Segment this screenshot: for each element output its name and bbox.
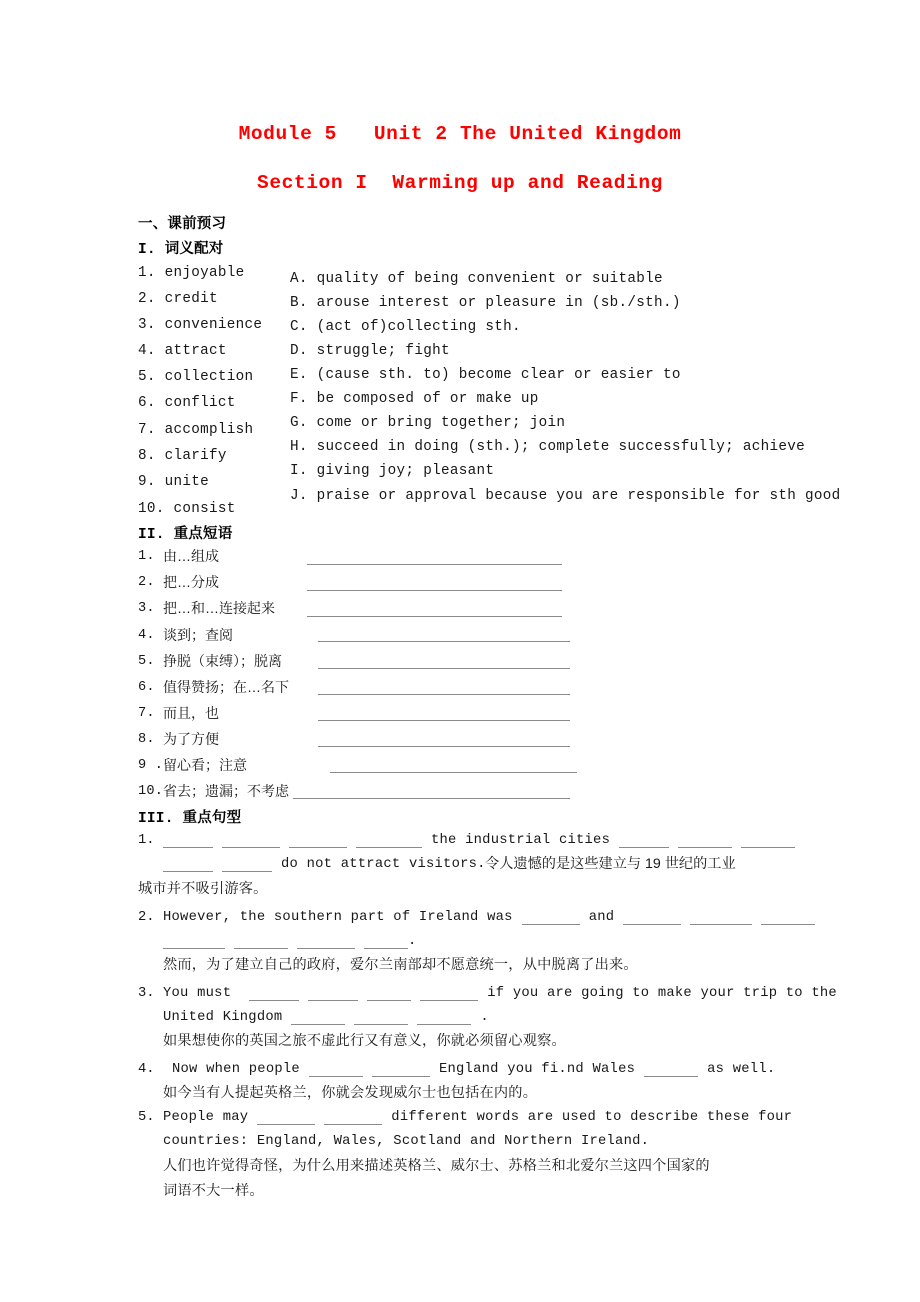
- definition-list-item: B. arouse interest or pleasure in (sb./sth.): [290, 295, 681, 311]
- word-list-item: 4. attract: [138, 343, 227, 359]
- sentence-text: different words are used to describe these four: [391, 1110, 793, 1126]
- answer-blank[interactable]: [308, 987, 358, 1001]
- phrase-chinese: 留心看；注意: [163, 757, 247, 773]
- sentence-line: [163, 987, 837, 1001]
- answer-blank[interactable]: [318, 694, 570, 695]
- answer-blank[interactable]: [741, 834, 795, 848]
- sentence-text: as well.: [707, 1062, 776, 1078]
- page-title-line-2: Section I Warming up and Reading: [257, 172, 663, 194]
- phrase-chinese: 省去；遗漏；不考虑: [163, 783, 289, 799]
- definition-list-item: C. (act of)collecting sth.: [290, 319, 521, 335]
- word-list-item: 10. consist: [138, 501, 236, 517]
- answer-blank[interactable]: [163, 834, 213, 848]
- answer-blank[interactable]: [644, 1063, 698, 1077]
- answer-blank[interactable]: [356, 834, 422, 848]
- answer-blank[interactable]: [222, 858, 272, 872]
- answer-blank[interactable]: [324, 1111, 382, 1125]
- section-1-heading: I. 词义配对: [138, 242, 224, 258]
- definition-list-item: A. quality of being convenient or suitable: [290, 271, 663, 287]
- answer-blank[interactable]: [318, 720, 570, 721]
- answer-blank[interactable]: [289, 834, 347, 848]
- answer-blank[interactable]: [307, 590, 562, 591]
- phrase-chinese: 把…分成: [163, 574, 219, 590]
- answer-blank[interactable]: [318, 668, 570, 669]
- answer-blank[interactable]: [249, 987, 299, 1001]
- answer-blank[interactable]: [678, 834, 732, 848]
- answer-blank[interactable]: [354, 1011, 408, 1025]
- word-list-item: 5. collection: [138, 369, 254, 385]
- phrase-number: 7.: [138, 706, 155, 721]
- answer-blank[interactable]: [367, 987, 411, 1001]
- word-list-item: 7. accomplish: [138, 422, 254, 438]
- word-list-item: 3. convenience: [138, 317, 263, 333]
- sentence-number: 5.: [138, 1110, 155, 1125]
- sentence-number: 4.: [138, 1062, 155, 1077]
- section-3-heading: III. 重点句型: [138, 811, 242, 827]
- sentence-chinese: 城市并不吸引游客。: [138, 881, 268, 897]
- answer-blank[interactable]: [761, 911, 815, 925]
- word-list-item: 2. credit: [138, 291, 218, 307]
- definition-list-item: I. giving joy; pleasant: [290, 463, 495, 479]
- sentence-number: 3.: [138, 986, 155, 1001]
- definition-list-item: G. come or bring together; join: [290, 415, 566, 431]
- sentence-text: .: [408, 934, 417, 950]
- phrase-number: 2.: [138, 575, 155, 590]
- answer-blank[interactable]: [623, 911, 681, 925]
- phrase-number: 1.: [138, 549, 155, 564]
- answer-blank[interactable]: [690, 911, 752, 925]
- phrase-chinese: 为了方便: [163, 731, 219, 747]
- part-one-heading: 一、课前预习: [138, 216, 227, 232]
- word-list-item: 8. clarify: [138, 448, 227, 464]
- word-list-item: 6. conflict: [138, 395, 236, 411]
- sentence-text: Now when people: [172, 1062, 300, 1078]
- sentence-text: People may: [163, 1110, 249, 1126]
- answer-blank[interactable]: [309, 1063, 363, 1077]
- phrase-chinese: 由…组成: [163, 548, 219, 564]
- sentence-number: 2.: [138, 910, 155, 925]
- word-list-item: 9. unite: [138, 474, 210, 490]
- answer-blank[interactable]: [318, 746, 570, 747]
- answer-blank[interactable]: [364, 935, 408, 949]
- sentence-line: [163, 834, 795, 848]
- answer-blank[interactable]: [234, 935, 288, 949]
- answer-blank[interactable]: [222, 834, 280, 848]
- sentence-chinese: 如果想使你的英国之旅不虚此行又有意义，你就必须留心观察。: [163, 1033, 566, 1049]
- page-title-line-1: Module 5 Unit 2 The United Kingdom: [238, 123, 682, 145]
- sentence-line: [163, 911, 815, 925]
- sentence-line: [163, 935, 417, 949]
- phrase-number: 8.: [138, 732, 155, 747]
- answer-blank[interactable]: [291, 1011, 345, 1025]
- phrase-chinese: 把…和…连接起来: [163, 600, 275, 616]
- phrase-number: 5.: [138, 654, 155, 669]
- sentence-text: if you are going to make your trip to the: [487, 986, 837, 1002]
- phrase-chinese: 值得赞扬；在…名下: [163, 679, 289, 695]
- phrase-number: 3.: [138, 601, 155, 616]
- sentence-line: [163, 858, 486, 872]
- answer-blank[interactable]: [318, 641, 570, 642]
- answer-blank[interactable]: [619, 834, 669, 848]
- phrase-number: 4.: [138, 628, 155, 643]
- definition-list-item: D. struggle; fight: [290, 343, 450, 359]
- phrase-number: 9 .: [138, 758, 164, 773]
- sentence-line: [163, 1111, 792, 1125]
- definition-list-item: E. (cause sth. to) become clear or easier to: [290, 367, 681, 383]
- answer-blank[interactable]: [417, 1011, 471, 1025]
- sentence-chinese: 令人遗憾的是这些建立与 19 世纪的工业: [485, 856, 736, 872]
- answer-blank[interactable]: [420, 987, 478, 1001]
- answer-blank[interactable]: [163, 935, 225, 949]
- answer-blank[interactable]: [297, 935, 355, 949]
- sentence-text: However, the southern part of Ireland was: [163, 910, 513, 926]
- sentence-text: England you fi.nd Wales: [438, 1062, 636, 1078]
- sentence-text: the industrial cities: [431, 833, 611, 849]
- sentence-text: do not attract visitors.: [281, 857, 486, 873]
- answer-blank[interactable]: [330, 772, 577, 773]
- sentence-chinese: 词语不大一样。: [163, 1183, 264, 1199]
- phrase-number: 10.: [138, 784, 164, 799]
- answer-blank[interactable]: [307, 616, 562, 617]
- sentence-text: .: [480, 1010, 489, 1026]
- definition-list-item: H. succeed in doing (sth.); complete successfully; achieve: [290, 439, 806, 455]
- sentence-chinese: 人们也许觉得奇怪，为什么用来描述英格兰、威尔士、苏格兰和北爱尔兰这四个国家的: [163, 1158, 710, 1174]
- sentence-text: You must: [163, 986, 232, 1002]
- sentence-chinese: 然而，为了建立自己的政府，爱尔兰南部却不愿意统一，从中脱离了出来。: [163, 957, 638, 973]
- phrase-number: 6.: [138, 680, 155, 695]
- sentence-text: United Kingdom: [163, 1010, 283, 1026]
- answer-blank[interactable]: [257, 1111, 315, 1125]
- phrase-chinese: 而且，也: [163, 705, 219, 721]
- answer-blank[interactable]: [307, 564, 562, 565]
- phrase-chinese: 谈到；查阅: [163, 627, 233, 643]
- section-2-heading: II. 重点短语: [138, 527, 233, 543]
- sentence-line: countries: England, Wales, Scotland and Northern Ireland.: [163, 1134, 650, 1149]
- phrase-chinese: 挣脱（束缚）；脱离: [163, 653, 282, 669]
- definition-list-item: J. praise or approval because you are responsible for sth good: [290, 488, 841, 504]
- answer-blank[interactable]: [163, 858, 213, 872]
- sentence-line: [163, 1011, 489, 1025]
- sentence-text: and: [588, 910, 615, 926]
- answer-blank[interactable]: [293, 798, 570, 799]
- word-list-item: 1. enjoyable: [138, 265, 245, 281]
- sentence-chinese: 如今当有人提起英格兰，你就会发现威尔士也包括在内的。: [163, 1085, 538, 1101]
- answer-blank[interactable]: [522, 911, 580, 925]
- sentence-number: 1.: [138, 833, 155, 848]
- sentence-line: [172, 1063, 775, 1077]
- definition-list-item: F. be composed of or make up: [290, 391, 539, 407]
- answer-blank[interactable]: [372, 1063, 430, 1077]
